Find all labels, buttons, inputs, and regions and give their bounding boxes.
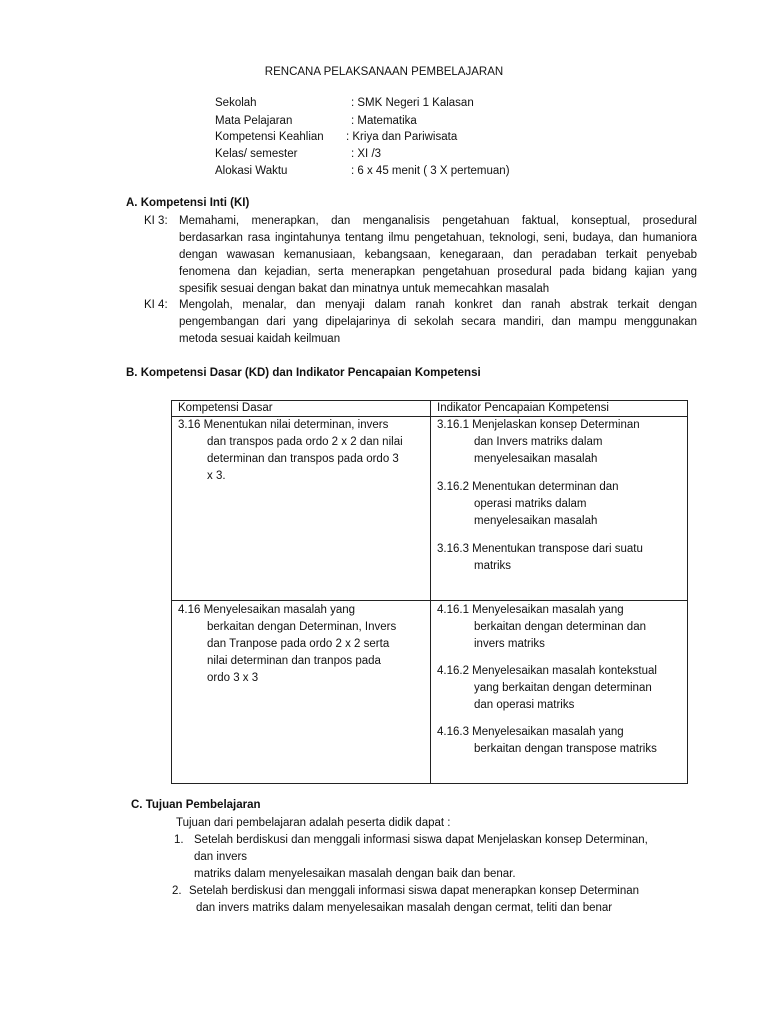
section-c-heading: C. Tujuan Pembelajaran — [131, 799, 261, 811]
tujuan-item-2-line-1: Setelah berdiskusi dan menggali informasi siswa dapat menerapkan konsep Determinan — [189, 885, 640, 897]
kd-3-16-line: 3.16 Menentukan nilai determinan, invers — [178, 419, 389, 431]
indikator-3-16-2-cont: menyelesaikan masalah — [474, 515, 598, 527]
info-value-keahlian: : Kriya dan Pariwisata — [346, 131, 458, 143]
indikator-3-16-3: 3.16.3 Menentukan transpose dari suatu — [437, 543, 643, 555]
info-value-sekolah: : SMK Negeri 1 Kalasan — [351, 97, 474, 109]
table-header-kd: Kompetensi Dasar — [172, 401, 431, 417]
kd-3-16-line: determinan dan transpos pada ordo 3 — [207, 453, 399, 465]
table-header-row — [172, 401, 688, 417]
indikator-cell-3-16 — [431, 417, 688, 601]
ki3-line-5: spesifik sesuai dengan bakat dan minatnya untuk memecahkan masalah — [179, 283, 550, 295]
kd-3-16-line: x 3. — [207, 470, 226, 482]
kd-4-16-line: dan Tranpose pada ordo 2 x 2 serta — [207, 638, 390, 650]
indikator-4-16-2-cont: yang berkaitan dengan determinan — [474, 682, 652, 694]
indikator-3-16-2-cont: operasi matriks dalam — [474, 498, 587, 510]
ki4-label: KI 4: — [144, 299, 168, 311]
info-label-sekolah: Sekolah — [215, 97, 257, 109]
info-value-alokasi: : 6 x 45 menit ( 3 X pertemuan) — [351, 165, 510, 177]
tujuan-item-1-number: 1. — [174, 834, 184, 846]
ki4-line-3: metoda sesuai kaidah keilmuan — [179, 333, 341, 345]
section-b-heading: B. Kompetensi Dasar (KD) dan Indikator Pencapaian Kompetensi — [126, 367, 481, 379]
info-label-kelas: Kelas/ semester — [215, 148, 298, 160]
ki3-label: KI 3: — [144, 215, 168, 227]
tujuan-item-1-line-3: matriks dalam menyelesaikan masalah dengan baik dan benar. — [194, 868, 516, 880]
info-label-keahlian: Kompetensi Keahlian — [215, 131, 324, 143]
ki4-line-1: Mengolah, menalar, dan menyaji dalam ranah konkret dan ranah abstrak terkait dengan — [179, 299, 697, 311]
kd-cell-4-16 — [172, 601, 431, 784]
tujuan-item-2-line-2: dan invers matriks dalam menyelesaikan masalah dengan cermat, teliti dan benar — [196, 902, 613, 914]
kd-4-16-line: nilai determinan dan tranpos pada — [207, 655, 381, 667]
indikator-4-16-1: 4.16.1 Menyelesaikan masalah yang — [437, 604, 624, 616]
tujuan-item-1-line-2: dan invers — [194, 851, 248, 863]
ki3-line-3: dengan wawasan kemanusiaan, kebangsaan, kenegaraan, dan peradaban terkait penyebab — [179, 249, 697, 261]
kd-table — [171, 400, 688, 784]
info-label-mapel: Mata Pelajaran — [215, 115, 293, 127]
kd-4-16-line: berkaitan dengan Determinan, Invers — [207, 621, 397, 633]
indikator-4-16-2: 4.16.2 Menyelesaikan masalah kontekstual — [437, 665, 657, 677]
indikator-3-16-2: 3.16.2 Menentukan determinan dan — [437, 481, 619, 493]
indikator-3-16-1-cont: dan Invers matriks dalam — [474, 436, 603, 448]
indikator-4-16-3-cont: berkaitan dengan transpose matriks — [474, 743, 657, 755]
tujuan-item-1-line-1: Setelah berdiskusi dan menggali informasi siswa dapat Menjelaskan konsep Determinan, — [194, 834, 648, 846]
tujuan-intro: Tujuan dari pembelajaran adalah peserta didik dapat : — [176, 817, 451, 829]
kd-4-16-line: 4.16 Menyelesaikan masalah yang — [178, 604, 356, 616]
kd-3-16-line: dan transpos pada ordo 2 x 2 dan nilai — [207, 436, 403, 448]
info-value-mapel: : Matematika — [351, 115, 417, 127]
table-row — [172, 417, 688, 601]
ki3-line-1: Memahami, menerapkan, dan menganalisis pengetahuan faktual, konseptual, prosedural — [179, 215, 697, 227]
ki3-line-2: berdasarkan rasa ingintahunya tentang ilmu pengetahuan, teknologi, seni, budaya, dan humaniora — [179, 232, 697, 244]
indikator-3-16-1-cont: menyelesaikan masalah — [474, 453, 598, 465]
table-header-indikator: Indikator Pencapaian Kompetensi — [431, 401, 688, 417]
indikator-4-16-1-cont: invers matriks — [474, 638, 545, 650]
table-row — [172, 601, 688, 784]
indikator-3-16-3-cont: matriks — [474, 560, 512, 572]
kd-cell-3-16 — [172, 417, 431, 601]
indikator-4-16-2-cont: dan operasi matriks — [474, 699, 575, 711]
kd-4-16-line: ordo 3 x 3 — [207, 672, 259, 684]
indikator-cell-4-16 — [431, 601, 688, 784]
section-a-heading: A. Kompetensi Inti (KI) — [126, 197, 250, 209]
info-label-alokasi: Alokasi Waktu — [215, 165, 288, 177]
ki4-line-2: pengembangan dari yang dipelajarinya di sekolah secara mandiri, dan mampu menggunakan — [179, 316, 697, 328]
ki3-line-4: fenomena dan kejadian, serta menerapkan pengetahuan prosedural pada bidang kajian yang — [179, 266, 697, 278]
indikator-4-16-3: 4.16.3 Menyelesaikan masalah yang — [437, 726, 624, 738]
indikator-3-16-1: 3.16.1 Menjelaskan konsep Determinan — [437, 419, 640, 431]
tujuan-item-2-number: 2. — [172, 885, 182, 897]
info-value-kelas: : XI /3 — [351, 148, 382, 160]
indikator-4-16-1-cont: berkaitan dengan determinan dan — [474, 621, 646, 633]
document-title: RENCANA PELAKSANAAN PEMBELAJARAN — [264, 66, 504, 78]
